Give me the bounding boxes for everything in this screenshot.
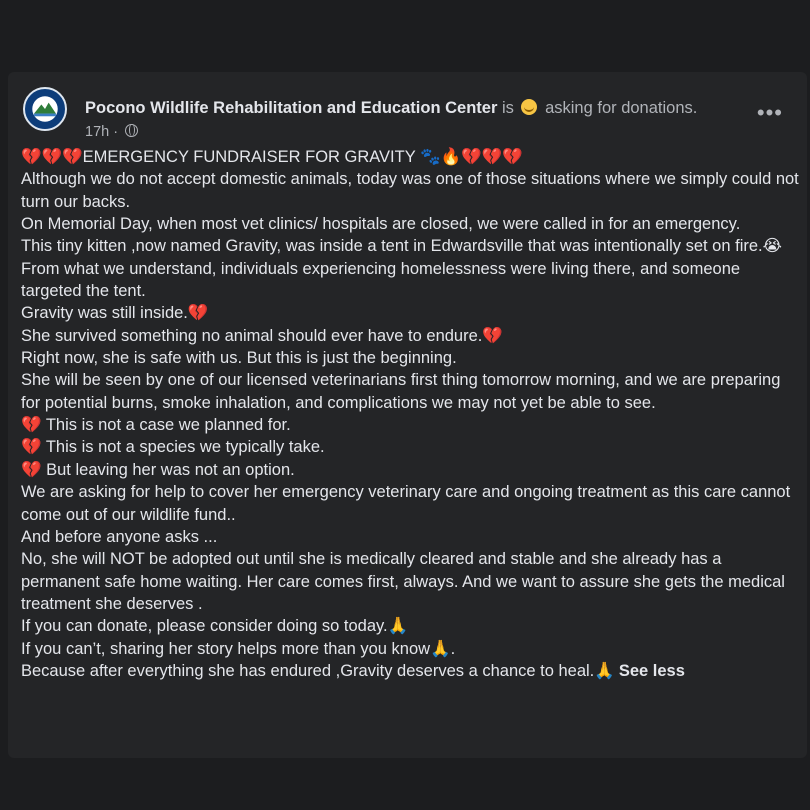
more-options-icon[interactable]: ••• xyxy=(756,100,783,125)
post-line: 💔 But leaving her was not an option. xyxy=(21,460,295,479)
post-meta xyxy=(85,124,138,140)
page-avatar[interactable] xyxy=(23,87,67,131)
meta-separator: · xyxy=(113,124,123,140)
page-name-link[interactable]: Pocono Wildlife Rehabilitation and Education Center xyxy=(85,99,498,117)
post-line: She will be seen by one of our licensed veterinarians first thing tomorrow morning, and we are preparing for potential burns, smoke inhalation, and complications we may not yet be able to see. xyxy=(21,371,781,412)
logo-icon xyxy=(25,89,65,129)
post-line: Right now, she is safe with us. But this is just the beginning. xyxy=(21,349,457,368)
post-line: She survived something no animal should ever have to endure.💔 xyxy=(21,326,503,345)
post-text xyxy=(21,146,801,682)
post-line-last xyxy=(21,660,801,682)
post-line: 💔 This is not a species we typically take. xyxy=(21,438,325,457)
post-line: 💔 This is not a case we planned for. xyxy=(21,416,291,435)
post-line: This tiny kitten ,now named Gravity, was inside a tent in Edwardsville that was intentionally set on fire.😭 xyxy=(21,237,782,256)
post-line: And before anyone asks ... xyxy=(21,527,218,546)
post-header xyxy=(20,84,795,140)
post-line: On Memorial Day, when most vet clinics/ hospitals are closed, we were called in for an emergency. xyxy=(21,215,741,234)
post-line: Although we do not accept domestic animals, today was one of those situations where we simply could not turn our backs. xyxy=(21,170,799,211)
post-line: We are asking for help to cover her emergency veterinary care and ongoing treatment as this care cannot come out of our wildlife fund.. xyxy=(21,483,791,524)
post-line: From what we understand, individuals experiencing homelessness were living there, and someone targeted the tent. xyxy=(21,259,741,301)
activity-text: asking for donations. xyxy=(545,99,698,117)
see-less-button[interactable]: See less xyxy=(618,661,685,680)
is-text: is xyxy=(501,99,514,117)
post-line: No, she will NOT be adopted out until she is medically cleared and stable and she already has a permanent safe home waiting. Her care comes first, always. And we want to assure she gets the medical treatment she deserves . xyxy=(21,550,785,613)
post-line: If you can’t, sharing her story helps more than you know🙏. xyxy=(21,639,456,658)
post-line: If you can donate, please consider doing so today.🙏 xyxy=(21,617,409,636)
post-line: Gravity was still inside.💔 xyxy=(21,304,209,323)
post-line: Because after everything she has endured ,Gravity deserves a chance to heal.🙏 xyxy=(21,661,615,680)
post-line: 💔💔💔EMERGENCY FUNDRAISER FOR GRAVITY 🐾🔥💔💔💔 xyxy=(21,148,523,166)
timestamp-link[interactable]: 17h xyxy=(85,124,110,140)
post-card xyxy=(8,72,807,758)
post-title-line xyxy=(85,99,697,118)
globe-icon[interactable] xyxy=(125,124,138,137)
smile-icon xyxy=(521,99,537,115)
